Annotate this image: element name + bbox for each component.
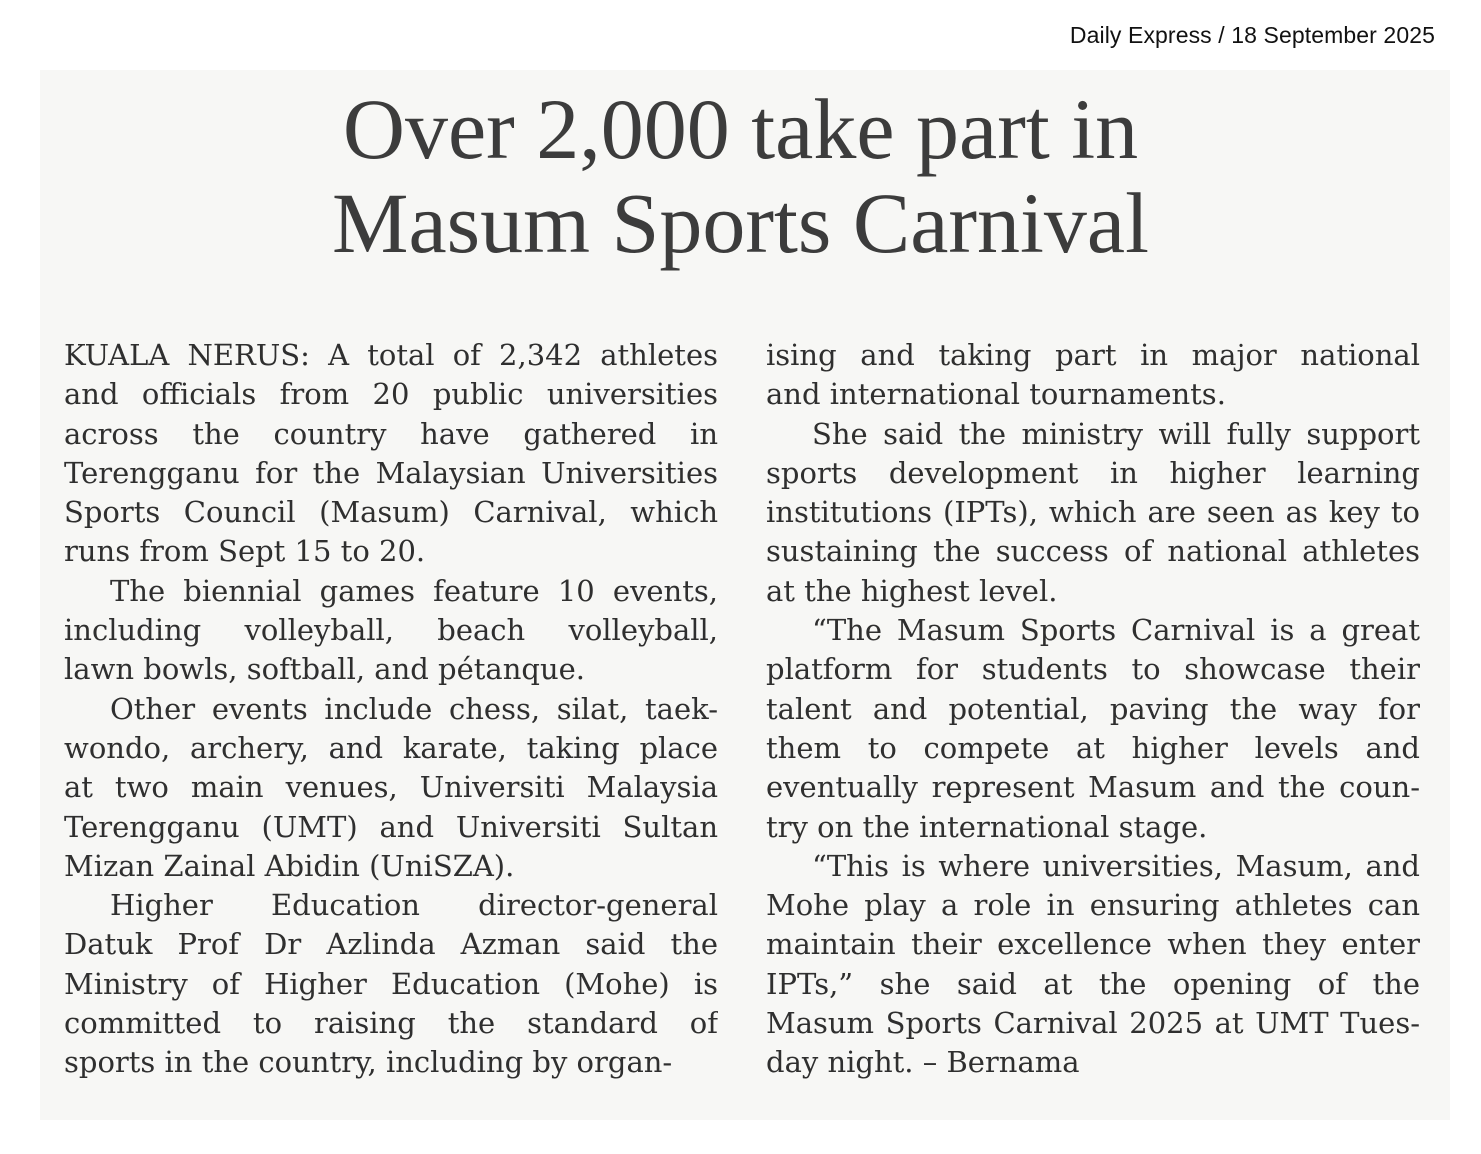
article-line: KUALA NERUS: A total of 2,342 athletes bbox=[64, 338, 718, 372]
article-line: “This is where universities, Masum, and bbox=[812, 848, 1420, 883]
article-line: lawn bowls, softball, and pétanque. bbox=[64, 652, 586, 687]
article-line: eventually represent Masum and the coun- bbox=[766, 770, 1420, 805]
article-line: them to compete at higher levels and bbox=[766, 730, 1420, 765]
article-paragraph bbox=[766, 415, 1420, 611]
article-line: including volleyball, beach volleyball, bbox=[64, 613, 718, 648]
article-paragraph bbox=[64, 572, 718, 690]
article-line: try on the international stage. bbox=[766, 809, 1208, 844]
article-column-right bbox=[766, 336, 1420, 1083]
headline bbox=[0, 82, 1481, 270]
article-column-left bbox=[64, 336, 718, 1083]
article-line: Higher Education director-general bbox=[110, 888, 718, 923]
article-line: Other events include chess, silat, taek- bbox=[110, 691, 718, 726]
article-line: Terengganu for the Malaysian Universities bbox=[64, 455, 718, 490]
article-line: Ministry of Higher Education (Mohe) is bbox=[64, 966, 718, 1001]
article-line: ising and taking part in major national bbox=[766, 338, 1420, 372]
headline-line-1: Over 2,000 take part in bbox=[342, 81, 1139, 177]
article-line: committed to raising the standard of bbox=[64, 1006, 718, 1041]
article-line: IPTs,” she said at the opening of the bbox=[766, 966, 1420, 1001]
article-line: Datuk Prof Dr Azlinda Azman said the bbox=[64, 927, 718, 962]
article-line: Mizan Zainal Abidin (UniSZA). bbox=[64, 848, 515, 883]
article-line: across the country have gathered in bbox=[64, 416, 718, 451]
article-line: runs from Sept 15 to 20. bbox=[64, 534, 426, 569]
article-paragraph bbox=[766, 847, 1420, 1083]
article-line: and officials from 20 public universities bbox=[64, 377, 718, 412]
article-line: wondo, archery, and karate, taking place bbox=[64, 730, 718, 765]
article-line: day night. – Bernama bbox=[766, 1045, 1080, 1080]
article-paragraph bbox=[64, 690, 718, 886]
article-line: The biennial games feature 10 events, bbox=[110, 573, 718, 608]
article-paragraph bbox=[766, 336, 1420, 415]
article-line: Mohe play a role in ensuring athletes can bbox=[766, 888, 1420, 923]
article-line: sports in the country, including by organ- bbox=[64, 1045, 673, 1080]
article-paragraph bbox=[766, 611, 1420, 847]
article-line: at the highest level. bbox=[766, 573, 1058, 608]
headline-line-2: Masum Sports Carnival bbox=[332, 175, 1149, 271]
source-citation: Daily Express / 18 September 2025 bbox=[1069, 22, 1435, 48]
article-paragraph bbox=[64, 886, 718, 1082]
article-line: and international tournaments. bbox=[766, 377, 1226, 412]
article-line: talent and potential, paving the way for bbox=[766, 691, 1420, 726]
article-line: institutions (IPTs), which are seen as key to bbox=[766, 495, 1420, 530]
article-line: at two main venues, Universiti Malaysia bbox=[64, 770, 718, 805]
article-line: “The Masum Sports Carnival is a great bbox=[812, 613, 1420, 648]
article-line: sustaining the success of national athletes bbox=[766, 534, 1420, 569]
article-line: She said the ministry will fully support bbox=[812, 416, 1420, 451]
article-line: platform for students to showcase their bbox=[766, 652, 1420, 687]
article-line: sports development in higher learning bbox=[766, 455, 1420, 490]
article-line: Terengganu (UMT) and Universiti Sultan bbox=[64, 809, 718, 844]
article-line: Masum Sports Carnival 2025 at UMT Tues- bbox=[766, 1006, 1420, 1041]
article-line: maintain their excellence when they enter bbox=[766, 927, 1420, 962]
article-paragraph bbox=[64, 336, 718, 572]
article-line: Sports Council (Masum) Carnival, which bbox=[64, 495, 718, 530]
